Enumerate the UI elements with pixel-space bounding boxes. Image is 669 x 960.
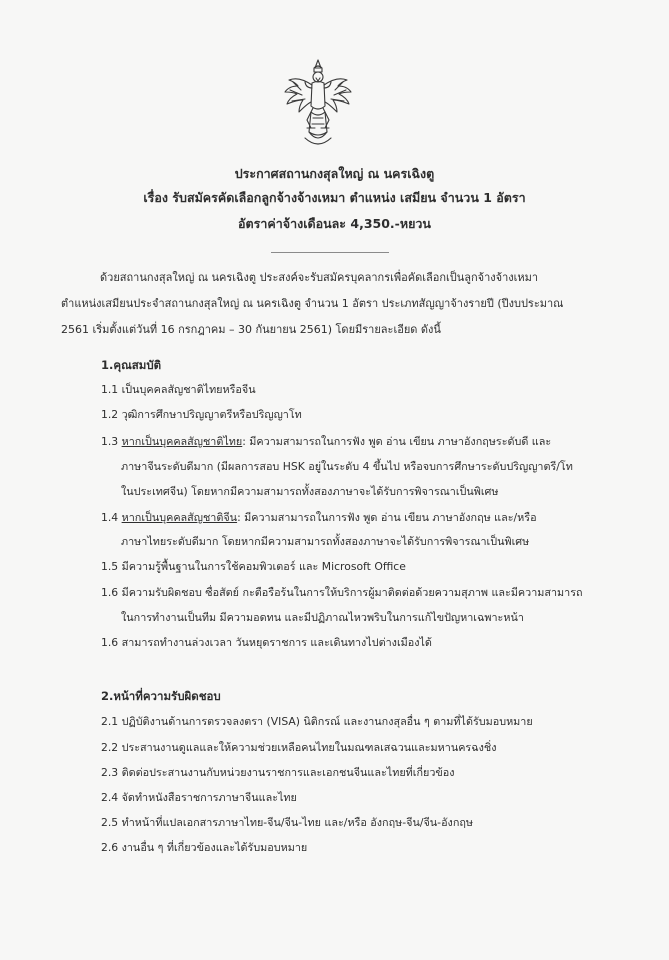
- qualification-1-1: 1.1 เป็นบุคคลสัญชาติไทยหรือจีน: [101, 383, 256, 396]
- qualification-1-4: [101, 509, 537, 526]
- qualification-1-2: 1.2 วุฒิการศึกษาปริญญาตรีหรือปริญญาโท: [101, 408, 302, 421]
- salary-rate: อัตราค่าจ้างเดือนละ 4,350.-หยวน: [238, 216, 431, 231]
- qualification-1-3-text: : มีความสามารถในการฟัง พูด อ่าน เขียน ภาษาอังกฤษระดับดี และ: [242, 435, 552, 448]
- qualification-1-4-text: : มีความสามารถในการฟัง พูด อ่าน เขียน ภาษาอังกฤษ และ/หรือ: [237, 511, 537, 524]
- qualification-1-3: [101, 433, 551, 450]
- announcement-title: ประกาศสถานกงสุลใหญ่ ณ นครเฉิงตู: [234, 166, 435, 181]
- title-divider: [271, 252, 389, 253]
- chinese-national-label: หากเป็นบุคคลสัญชาติจีน: [121, 511, 238, 524]
- qualification-1-6-line-2: ในการทำงานเป็นทีม มีความอดทน และมีปฏิภาณไหวพริบในการแก้ไขปัญหาเฉพาะหน้า: [121, 611, 524, 624]
- qualification-1-3-number: 1.3: [101, 435, 119, 448]
- thai-national-label: หากเป็นบุคคลสัญชาติไทย: [121, 435, 243, 448]
- duty-2-3: 2.3 ติดต่อประสานงานกับหน่วยงานราชการและเอกชนจีนและไทยที่เกี่ยวข้อง: [101, 766, 455, 779]
- section-2-heading: 2.หน้าที่ความรับผิดชอบ: [101, 689, 221, 703]
- qualification-1-7: 1.6 สามารถทำงานล่วงเวลา วันหยุดราชการ และเดินทางไปต่างเมืองได้: [101, 636, 432, 649]
- duty-2-4: 2.4 จัดทำหนังสือราชการภาษาจีนและไทย: [101, 791, 297, 804]
- qualification-1-4-line-2: ภาษาไทยระดับดีมาก โดยหากมีความสามารถทั้งสองภาษาจะได้รับการพิจารณาเป็นพิเศษ: [121, 535, 530, 548]
- qualification-1-6: 1.6 มีความรับผิดชอบ ซื่อสัตย์ กะตือรือร้นในการให้บริการผู้มาติดต่อด้วยความสุภาพ และมีความสามารถ: [101, 586, 583, 599]
- intro-line-3: 2561 เริ่มตั้งแต่วันที่ 16 กรกฎาคม – 30 กันยายน 2561) โดยมีรายละเอียด ดังนี้: [61, 323, 441, 336]
- duty-2-5: 2.5 ทำหน้าที่แปลเอกสารภาษาไทย-จีน/จีน-ไทย และ/หรือ อังกฤษ-จีน/จีน-อังกฤษ: [101, 816, 474, 829]
- garuda-emblem: [281, 58, 355, 150]
- qualification-1-4-number: 1.4: [101, 511, 119, 524]
- intro-line-2: ตำแหน่งเสมียนประจำสถานกงสุลใหญ่ ณ นครเฉิงตู จำนวน 1 อัตรา ประเภทสัญญาจ้างรายปี (ปีงบประมาณ: [61, 297, 564, 310]
- section-1-heading: 1.คุณสมบัติ: [101, 358, 162, 372]
- duty-2-2: 2.2 ประสานงานดูแลและให้ความช่วยเหลือคนไทยในมณฑลเสฉวนและมหานครฉงชิ่ง: [101, 741, 497, 754]
- qualification-1-3-line-2: ภาษาจีนระดับดีมาก (มีผลการสอบ HSK อยู่ในระดับ 4 ขึ้นไป หรือจบการศึกษาระดับปริญญาตรี/โท: [121, 460, 573, 473]
- announcement-subject: เรื่อง รับสมัครคัดเลือกลูกจ้างจ้างเหมา ตำแหน่ง เสมียน จำนวน 1 อัตรา: [143, 190, 526, 205]
- duty-2-1: 2.1 ปฏิบัติงานด้านการตรวจลงตรา (VISA) นิติกรณ์ และงานกงสุลอื่น ๆ ตามที่ได้รับมอบหมาย: [101, 715, 533, 728]
- qualification-1-3-line-3: ในประเทศจีน) โดยหากมีความสามารถทั้งสองภาษาจะได้รับการพิจารณาเป็นพิเศษ: [121, 485, 499, 498]
- intro-line-1: ด้วยสถานกงสุลใหญ่ ณ นครเฉิงตู ประสงค์จะรับสมัครบุคลากรเพื่อคัดเลือกเป็นลูกจ้างจ้างเหมา: [100, 271, 539, 284]
- duty-2-6: 2.6 งานอื่น ๆ ที่เกี่ยวข้องและได้รับมอบหมาย: [101, 841, 308, 854]
- qualification-1-5: 1.5 มีความรู้พื้นฐานในการใช้คอมพิวเตอร์ และ Microsoft Office: [101, 560, 406, 573]
